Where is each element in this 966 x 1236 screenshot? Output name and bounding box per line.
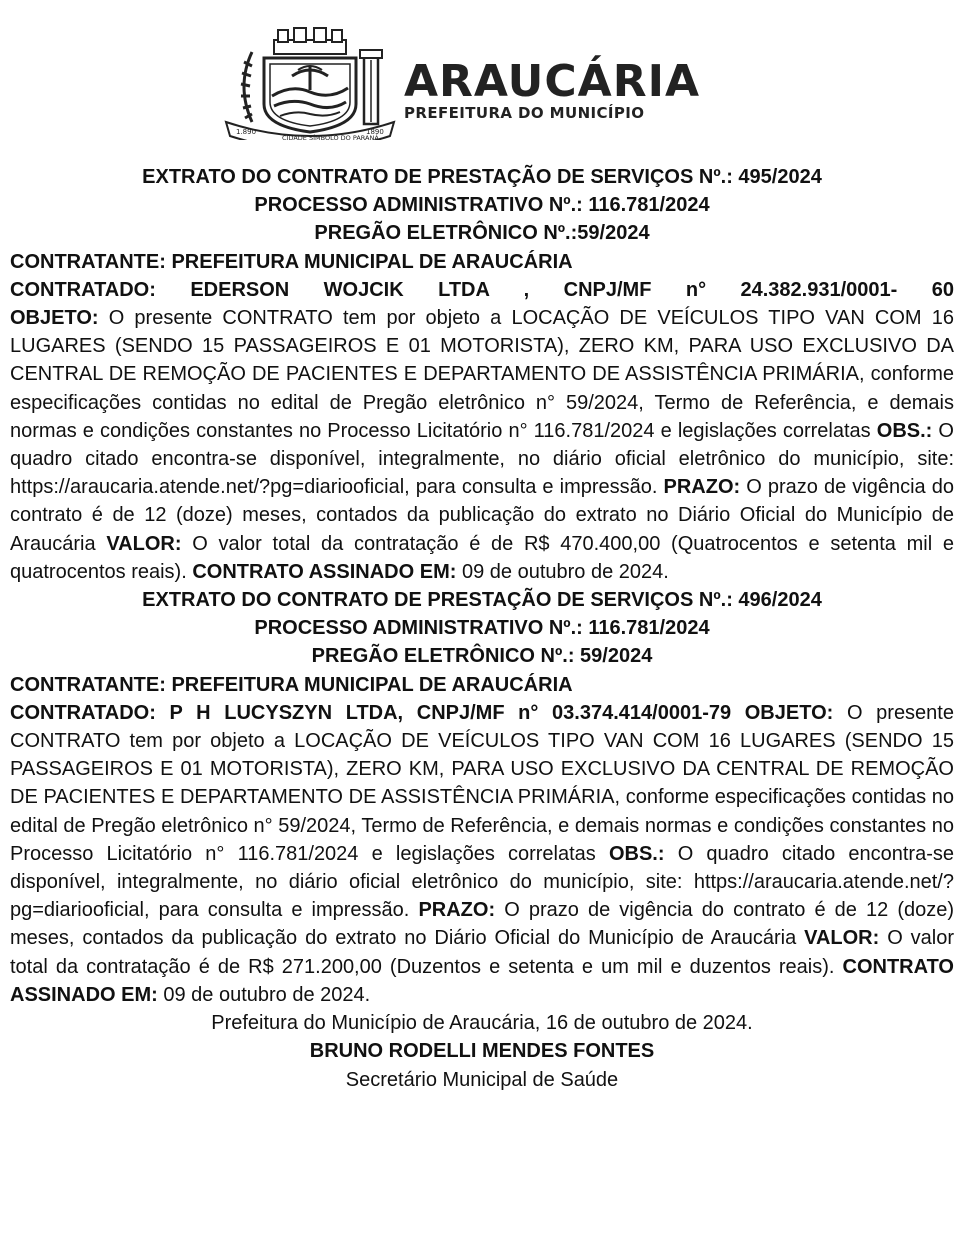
extract-1-obs-label: OBS.: — [876, 419, 933, 442]
extract-2-assinado-text: 09 de outubro de 2024. — [157, 983, 371, 1006]
extract-2-prazo-label: PRAZO: — [418, 899, 496, 922]
extract-2-objeto-label: OBJETO: — [744, 701, 834, 724]
extract-1-process: PROCESSO ADMINISTRATIVO Nº.: 116.781/2024 — [254, 194, 710, 217]
extract-1-title: EXTRATO DO CONTRATO DE PRESTAÇÃO DE SERVIÇOS Nº.: 495/2024 — [142, 166, 822, 188]
extract-1-contratante: CONTRATANTE: PREFEITURA MUNICIPAL DE ARAUCÁRIA — [10, 250, 573, 273]
extract-1-assinado-text: 09 de outubro de 2024. — [456, 560, 669, 583]
extract-1-objeto-text: O presente CONTRATO tem por objeto a LOCAÇÃO DE VEÍCULOS TIPO VAN COM 16 LUGARES (SENDO 15 PASSAGEIROS E 01 MOTORISTA), ZERO KM, PARA USO EXCLUSIVO DA CENTRAL DE REMOÇÃO DE PACIENTES E DEPARTAMENTO DE ASSISTÊNCIA PRIMÁRIA, conforme especificações contidas no edital de Pregão eletrônico n° 59/2024, Termo de Referência, e demais normas e condições constantes no Processo Licitatório n° 116.781/2024 e legislações correlatas — [10, 307, 954, 442]
signer-role: Secretário Municipal de Saúde — [345, 1068, 619, 1091]
extract-2-pregao: PREGÃO ELETRÔNICO Nº.: 59/2024 — [311, 645, 653, 668]
extract-2-contratado-text: CONTRATADO: P H LUCYSZYN LTDA, CNPJ/MF n° 03.374.414/0001-79 — [10, 701, 745, 724]
extract-2-objeto-text: O presente CONTRATO tem por objeto a LOCAÇÃO DE VEÍCULOS TIPO VAN COM 16 LUGARES (SENDO 15 PASSAGEIROS E 01 MOTORISTA), ZERO KM, PARA USO EXCLUSIVO DA CENTRAL DE REMOÇÃO DE PACIENTES E DEPARTAMENTO DE ASSISTÊNCIA PRIMÁRIA, conforme especificações contidas no edital de Pregão eletrônico n° 59/2024, Termo de Referência, e demais normas e condições constantes no Processo Licitatório n° 116.781/2024 e legislações correlatas — [10, 701, 954, 865]
extract-2-obs-text: O quadro citado encontra-se disponível, integralmente, no diário oficial eletrônico do município, site: https://araucaria.atende.net/?pg=diariooficial, para consulta e impressão. — [10, 842, 954, 922]
brand-block — [404, 56, 701, 122]
extract-1-contratado — [10, 276, 954, 304]
extract-1-obs-text: O quadro citado encontra-se disponível, integralmente, no diário oficial eletrônico do município, site: https://araucaria.atende.net/?pg=diariooficial, para consulta e impressão. — [10, 419, 954, 499]
extract-1-prazo-label: PRAZO: — [663, 476, 741, 499]
extract-1-assinado-label: CONTRATO ASSINADO EM: — [192, 560, 457, 583]
document-body — [10, 163, 954, 1094]
signer-name: BRUNO RODELLI MENDES FONTES — [309, 1040, 655, 1063]
crest-ribbon-text: CIDADE SÍMBOLO DO PARANÁ — [282, 134, 379, 140]
extract-1-valor-text: O valor total da contratação é de R$ 470.400,00 (Quatrocentos e setenta mil e quatrocentos reais). — [10, 532, 955, 583]
brand-name: ARAUCÁRIA — [404, 56, 701, 107]
extract-1-contratado-text: CONTRATADO: EDERSON WOJCIK LTDA , CNPJ/MF n° 24.382.931/0001- 60 — [10, 278, 954, 301]
crest-year-left: 1.890 — [236, 128, 257, 136]
extract-2-details — [10, 699, 954, 1009]
extract-1-prazo-text: O prazo de vigência do contrato é de 12 (doze) meses, contados da publicação do extrato no Diário Oficial do Município de Araucária — [10, 476, 954, 555]
document-header — [0, 0, 966, 160]
extract-2-contratante: CONTRATANTE: PREFEITURA MUNICIPAL DE ARAUCÁRIA — [10, 673, 573, 696]
extract-2-assinado-label: CONTRATO ASSINADO EM: — [10, 955, 954, 1006]
extract-1-details — [10, 304, 954, 586]
brand-subtitle: PREFEITURA DO MUNICÍPIO — [404, 104, 645, 122]
extract-2-obs-label: OBS.: — [608, 842, 665, 865]
extract-2-prazo-text: O prazo de vigência do contrato é de 12 (doze) meses, contados da publicação do extrato no Diário Oficial do Município de Araucária — [10, 899, 955, 950]
place-and-date: Prefeitura do Município de Araucária, 16 de outubro de 2024. — [211, 1012, 753, 1035]
city-crest-logo — [222, 26, 398, 140]
extract-2-process: PROCESSO ADMINISTRATIVO Nº.: 116.781/2024 — [254, 617, 710, 640]
extract-2-valor-text: O valor total da contratação é de R$ 271.200,00 (Duzentos e setenta e um mil e duzentos reais). — [10, 927, 954, 978]
extract-2-valor-label: VALOR: — [804, 927, 880, 950]
extract-1-valor-label: VALOR: — [106, 532, 182, 555]
extract-1-objeto-label: OBJETO: — [10, 307, 99, 330]
extract-1-pregao: PREGÃO ELETRÔNICO Nº.:59/2024 — [314, 222, 650, 245]
extract-2-title: EXTRATO DO CONTRATO DE PRESTAÇÃO DE SERVIÇOS Nº.: 496/2024 — [142, 589, 822, 612]
crest-year-right: 1890 — [366, 128, 384, 136]
